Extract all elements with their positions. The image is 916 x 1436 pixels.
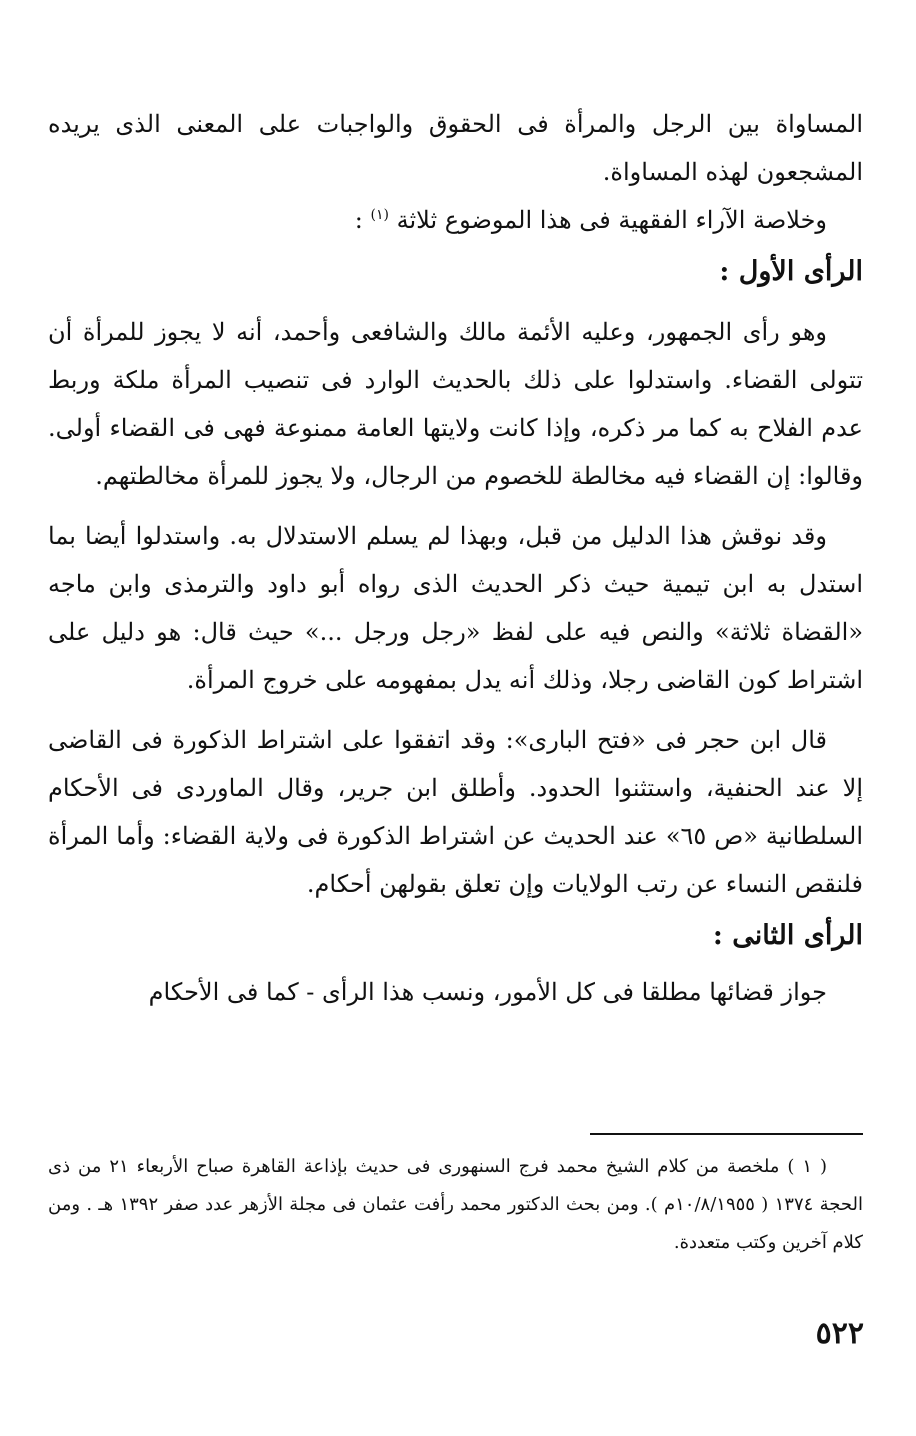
- intro-paragraph: المساواة بين الرجل والمرأة فى الحقوق والواجبات على المعنى الذى يريده المشجعون لهذه المساواة.: [48, 110, 863, 186]
- page-body: [48, 100, 863, 1016]
- footnotes: [48, 1148, 863, 1262]
- footnote-reference[interactable]: (١): [370, 207, 389, 223]
- summary-text: وخلاصة الآراء الفقهية فى هذا الموضوع ثلاثة: [396, 206, 827, 234]
- summary-paragraph: [48, 196, 863, 244]
- footnote-1: ( ١ ) ملخصة من كلام الشيخ محمد فرج السنهورى فى حديث بإذاعة القاهرة صباح الأربعاء ٢١ من ذى الحجة ١٣٧٤ ( ١٠/٨/١٩٥٥م ). ومن بحث الدكتور محمد رأفت عثمان فى مجلة الأزهر عدد صفر ١٣٩٢ هـ . ومن كلام آخرين وكتب متعددة.: [48, 1156, 863, 1253]
- first-opinion-paragraph-2: وقد نوقش هذا الدليل من قبل، وبهذا لم يسلم الاستدلال به. واستدلوا أيضا بما استدل به ابن تيمية حيث ذكر الحديث الذى رواه أبو داود والترمذى وابن ماجه «القضاة ثلاثة» والنص فيه على لفظ «رجل ورجل ...» حيث قال: هو دليل على اشتراط كون القاضى رجلا، وذلك أنه يدل بمفهومه على خروج المرأة.: [48, 522, 864, 694]
- footnote-separator: [590, 1133, 863, 1135]
- first-opinion-paragraph-1: وهو رأى الجمهور، وعليه الأئمة مالك والشافعى وأحمد، أنه لا يجوز للمرأة أن تتولى القضاء. واستدلوا على ذلك بالحديث الوارد فى تنصيب المرأة ملكة وربط عدم الفلاح به كما مر ذكره، وإذا كانت ولايتها العامة ممنوعة فهى فى القضاء أولى. وقالوا: إن القضاء فيه مخالطة للخصوم من الرجال، ولا يجوز للمرأة مخالطتهم.: [48, 318, 863, 490]
- page-number: ٥٢٢: [815, 1316, 864, 1351]
- second-opinion-paragraph-1: جواز قضائها مطلقا فى كل الأمور، ونسب هذا الرأى - كما فى الأحكام: [148, 978, 827, 1006]
- first-opinion-heading: الرأى الأول :: [719, 256, 863, 287]
- second-opinion-heading: الرأى الثانى :: [712, 920, 863, 951]
- first-opinion-paragraph-3: قال ابن حجر فى «فتح البارى»: وقد اتفقوا على اشتراط الذكورة فى القاضى إلا عند الحنفية، واستثنوا الحدود. وأطلق ابن جرير، وقال الماوردى فى الأحكام السلطانية «ص ٦٥» عند الحديث عن اشتراط الذكورة فى ولاية القضاء: وأما المرأة فلنقص النساء عن رتب الولايات وإن تعلق بقولهن أحكام.: [48, 726, 863, 898]
- summary-colon: :: [354, 206, 363, 234]
